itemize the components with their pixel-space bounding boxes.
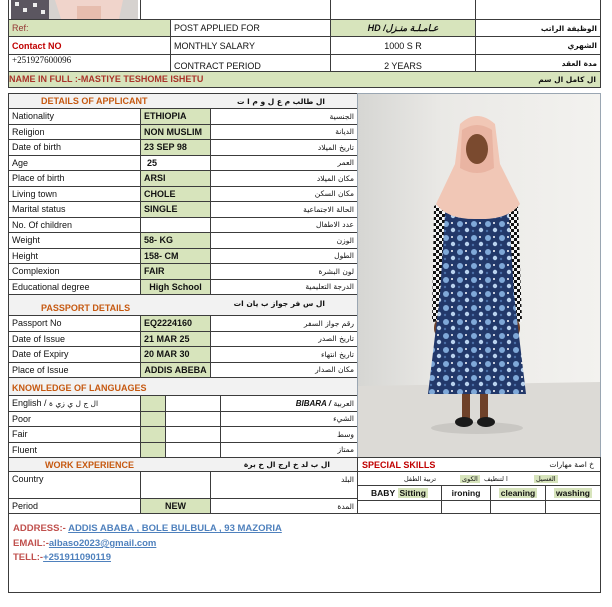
skills-empty-cell [546,501,600,513]
applicant-thumbnail-icon [11,0,138,19]
top-strip-cell [141,0,330,19]
place-of-birth-label: Place of birth [9,171,140,186]
arabic-latin-label: BIBARA / [295,398,331,408]
work-title-arabic: ال ب لد خ ارج ال خ برة [243,460,330,469]
full-name-label: NAME IN FULL :- [9,74,81,84]
passport-number-arabic: رقم جواز السفر [211,316,357,331]
skill-cleaning [491,486,545,500]
contract-period-arabic: مدة العقد [476,55,600,71]
top-strip-cell [476,0,600,19]
height-arabic: الطول [211,249,357,264]
marital-status-label: Marital status [9,202,140,217]
level-poor-cell-2 [166,412,220,427]
skill-ironing-arabic: الكوى [462,475,478,483]
religion-label: Religion [9,125,140,140]
passport-number-value: EQ2224160 [141,316,210,331]
period-value: NEW [141,499,210,513]
issue-place-label: Place of Issue [9,363,140,378]
age-arabic: العمر [211,156,357,171]
passport-table [8,315,358,378]
monthly-salary-arabic: الشهري [476,37,600,54]
passport-number-label: Passport No [9,316,140,331]
level-poor-arabic: الشيء [221,412,357,427]
job-info-table [8,19,601,72]
ref-label: Ref: [9,20,170,36]
nationality-arabic: الجنسية [211,109,357,124]
top-strip-cell [331,0,475,19]
expiry-date-arabic: تاريخ انتهاء [211,347,357,362]
period-label: Period [9,499,140,513]
level-fair-arabic: وسط [221,427,357,442]
complexion-value: FAIR [141,264,210,279]
height-label: Height [9,249,140,264]
level-fluent-label: Fluent [9,443,140,458]
skills-empty-cell [442,501,490,513]
english-arabic-label: ال ج ل ي زي ة [49,398,99,408]
issue-date-arabic: تاريخ الصدر [211,332,357,347]
work-header [8,457,358,472]
full-name-row [8,71,601,88]
address-line [13,523,282,534]
issue-place-value: ADDIS ABEBA [141,363,210,378]
issue-date-label: Date of Issue [9,332,140,347]
photo-thumbnail [9,0,140,19]
nationality-label: Nationality [9,109,140,124]
weight-arabic: الوزن [211,233,357,248]
address-link[interactable]: ADDIS ABABA , BOLE BULBULA , 93 MAZORIA [68,523,282,534]
post-applied-value: HD /عـامـلـة منـزل [331,20,475,36]
monthly-salary-value: 1000 S R [331,37,475,54]
applicant-photo [357,93,601,458]
skill-babysitting-arabic: تربية الطفل [404,475,437,483]
tel-link[interactable]: +251911090119 [43,552,111,563]
passport-title-arabic: ال س فر جواز ب يان ات [233,299,325,308]
languages-header [8,377,358,396]
skill-ironing [442,486,490,500]
skill-babysitting [358,486,441,500]
post-applied-arabic: الوظيفة الراتب [476,20,600,36]
skill-cleaning-label: cleaning [500,488,536,498]
period-arabic: المدة [211,499,357,513]
children-count-arabic: عدد الاطفال [211,218,357,233]
level-fair-cell [141,427,165,442]
skills-arabic-row [357,471,601,486]
skill-cleaning-arabic: ا لتنظيف [484,475,508,483]
expiry-date-value: 20 MAR 30 [141,347,210,362]
country-label: Country [9,472,140,498]
expiry-date-label: Date of Expiry [9,347,140,362]
skill-babysitting-label: Sitting [399,488,426,498]
email-link[interactable]: albaso2023@gmail.com [48,538,157,549]
arabic-label: العربية [333,398,354,408]
level-poor-label: Poor [9,412,140,427]
contact-label: Contact NO [9,37,170,54]
country-value [141,472,210,498]
weight-label: Weight [9,233,140,248]
age-label: Age [9,156,140,171]
details-header [8,93,358,109]
date-of-birth-value: 23 SEP 98 [141,140,210,155]
skill-washing-arabic: الغسيل [536,475,556,483]
english-language-label [9,396,140,411]
complexion-arabic: لون البشرة [211,264,357,279]
language-level-cell [166,396,220,411]
details-table [8,108,358,295]
issue-place-arabic: مكان الصدار [211,363,357,378]
marital-status-value: SINGLE [141,202,210,217]
date-of-birth-label: Date of birth [9,140,140,155]
weight-value: 58- KG [141,233,210,248]
skill-washing [546,486,600,500]
skills-title-arabic: خ اصة مهارات [549,460,594,469]
contact-number: +251927600096 [9,55,170,71]
details-title: DETAILS OF APPLICANT [41,96,148,106]
address-label: ADDRESS:- [13,523,66,534]
top-strip [8,0,601,20]
level-poor-cell [141,412,165,427]
height-value: 158- CM [141,249,210,264]
children-count-label: No. Of children [9,218,140,233]
passport-title: PASSPORT DETAILS [41,303,131,313]
place-of-birth-arabic: مكان الميلاد [211,171,357,186]
living-town-label: Living town [9,187,140,202]
email-line [13,538,156,549]
country-arabic: البلد [211,472,357,498]
nationality-value: ETHIOPIA [141,109,210,124]
skills-header [357,457,601,472]
tel-label: TELL:- [13,552,44,563]
education-label: Educational degree [9,280,140,295]
place-of-birth-value: ARSI [141,171,210,186]
languages-title: KNOWLEDGE OF LANGUAGES [12,383,147,393]
work-table [8,471,358,514]
level-fair-cell-2 [166,427,220,442]
date-of-birth-arabic: تاريخ الميلاد [211,140,357,155]
level-fluent-arabic: ممتاز [221,443,357,458]
english-label: English / [12,398,47,409]
details-title-arabic: ال طالب م ع ل و م ا ت [237,97,325,106]
children-count-value [141,218,210,233]
issue-date-value: 21 MAR 25 [141,332,210,347]
living-town-arabic: مكان السكن [211,187,357,202]
full-name-value: MASTIYE TESHOME ISHETU [80,74,204,84]
monthly-salary-label: MONTHLY SALARY [171,37,330,54]
post-applied-label: POST APPLIED FOR [171,20,330,36]
education-value: High School [141,280,210,295]
living-town-value: CHOLE [141,187,210,202]
skill-ironing-label: ironing [451,488,481,498]
work-title: WORK EXPERIENCE [45,460,135,470]
arabic-language-label [221,396,357,411]
skills-title: SPECIAL SKILLS [362,460,436,470]
languages-table [8,395,358,458]
contract-period-label: CONTRACT PERIOD [171,55,330,71]
skills-empty-cell [358,501,441,513]
level-fluent-cell-2 [166,443,220,458]
skills-table [357,485,601,514]
level-fair-label: Fair [9,427,140,442]
applicant-full-length-photo-icon [358,94,600,457]
age-value: 25 [141,156,210,171]
english-level-cell [141,396,165,411]
skill-babysitting-prefix: BABY [371,488,396,498]
religion-value: NON MUSLIM [141,125,210,140]
contact-block [8,513,601,593]
skills-empty-cell [491,501,545,513]
marital-status-arabic: الحالة الاجتماعية [211,202,357,217]
email-label: EMAIL:- [13,538,49,549]
skill-washing-label: washing [555,488,590,498]
passport-header [8,294,358,316]
tel-line [13,552,111,563]
education-arabic: الدرجة التعليمية [211,280,357,295]
contract-period-value: 2 YEARS [331,55,475,71]
complexion-label: Complexion [9,264,140,279]
full-name-arabic: ال كامل ال سم [538,75,596,84]
religion-arabic: الديانة [211,125,357,140]
level-fluent-cell [141,443,165,458]
